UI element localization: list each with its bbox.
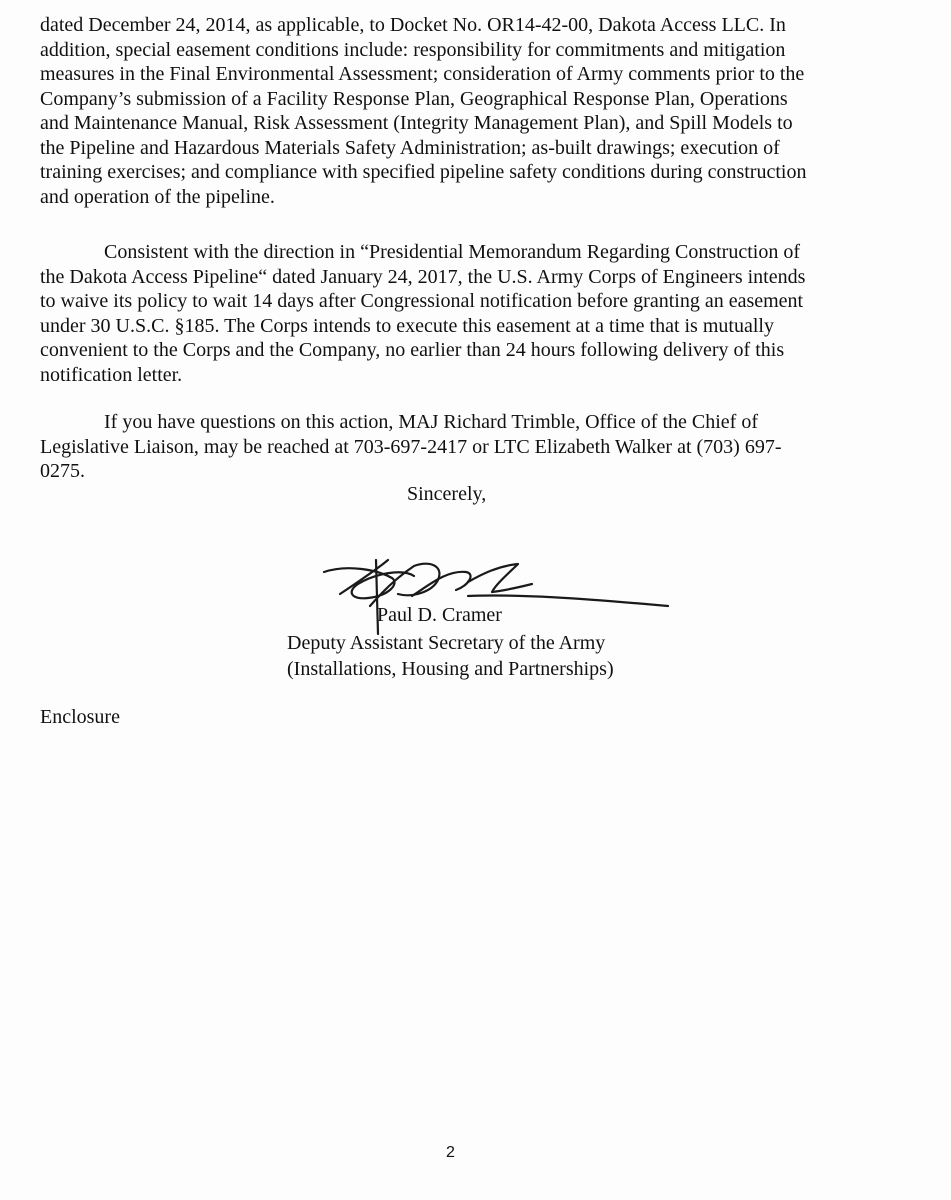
signatory-title [287,630,614,682]
signatory-title-line: Deputy Assistant Secretary of the Army [287,632,606,654]
text-line: training exercises; and compliance with specified pipeline safety conditions during construction [40,161,807,183]
text-line: notification letter. [40,363,183,386]
signatory-name: Paul D. Cramer [377,604,502,626]
paragraph-easement-conditions [40,13,930,209]
text-line: dated December 24, 2014, as applicable, to Docket No. OR14-42-00, Dakota Access LLC. In [40,14,786,36]
text-line: If you have questions on this action, MAJ Richard Trimble, Office of the Chief of [104,411,758,433]
text-line: to waive its policy to wait 14 days after Congressional notification before granting an easement [40,290,804,312]
text-line: convenient to the Corps and the Company, no earlier than 24 hours following delivery of this [40,339,785,361]
text-line: the Dakota Access Pipeline“ dated January 24, 2017, the U.S. Army Corps of Engineers intends [40,265,806,288]
text-line: under 30 U.S.C. §185. The Corps intends to execute this easement at a time that is mutually [40,314,774,337]
text-line: addition, special easement conditions include: responsibility for commitments and mitigation [40,38,786,61]
closing-salutation: Sincerely, [407,483,487,505]
enclosure-label: Enclosure [40,706,120,728]
signatory-title-line: (Installations, Housing and Partnerships) [287,658,614,680]
text-line: the Pipeline and Hazardous Materials Safety Administration; as-built drawings; execution of [40,136,780,159]
text-line: and Maintenance Manual, Risk Assessment (Integrity Management Plan), and Spill Models to [40,112,793,134]
paragraph-presidential-memorandum [40,240,930,387]
text-line: Company’s submission of a Facility Response Plan, Geographical Response Plan, Operations [40,87,788,110]
paragraph-contact-info [40,410,930,484]
text-line: measures in the Final Environmental Assessment; consideration of Army comments prior to the [40,63,805,85]
page-number: 2 [446,1144,455,1161]
text-line: 0275. [40,460,85,482]
text-line: Consistent with the direction in “Presidential Memorandum Regarding Construction of [104,241,800,263]
text-line: Legislative Liaison, may be reached at 703-697-2417 or LTC Elizabeth Walker at (703) 697- [40,435,782,458]
text-line: and operation of the pipeline. [40,185,275,208]
